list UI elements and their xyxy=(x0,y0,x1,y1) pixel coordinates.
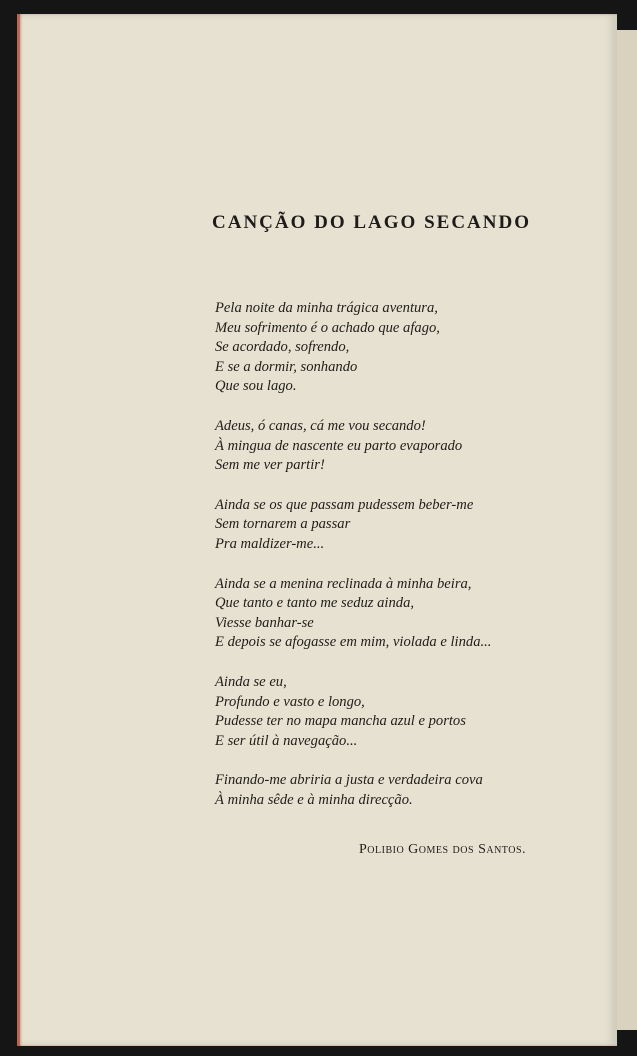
stanza-4 xyxy=(215,575,595,653)
poem-body xyxy=(215,299,595,830)
poem-line: Ainda se os que passam pudessem beber-me xyxy=(215,496,474,513)
poem-line: E se a dormir, sonhando xyxy=(215,358,358,375)
stanza-3 xyxy=(215,496,595,555)
poem-line: Viesse banhar-se xyxy=(215,614,314,631)
stanza-2 xyxy=(215,417,595,476)
poem-line: Ainda se a menina reclinada à minha beira, xyxy=(215,575,472,592)
poem-line: À mingua de nascente eu parto evaporado xyxy=(215,437,463,454)
stanza-1 xyxy=(215,299,595,397)
stanza-5 xyxy=(215,673,595,751)
page-red-edge xyxy=(17,14,20,1046)
stanza-6 xyxy=(215,771,595,810)
poem-line: Sem tornarem a passar xyxy=(215,516,351,533)
poem-line: Que sou lago. xyxy=(215,378,297,395)
poem-line: Adeus, ó canas, cá me vou secando! xyxy=(215,417,426,434)
poem-line: Pela noite da minha trágica aventura, xyxy=(215,300,438,316)
poem-author: Polibio Gomes dos Santos. xyxy=(359,842,527,857)
poem-line: Pudesse ter no mapa mancha azul e portos xyxy=(215,713,466,730)
poem-line: Ainda se eu, xyxy=(215,673,287,690)
poem-title: CANÇÃO DO LAGO SECANDO xyxy=(212,212,531,233)
poem-line: Meu sofrimento é o achado que afago, xyxy=(215,319,440,336)
poem-line: Finando-me abriria a justa e verdadeira cova xyxy=(215,772,483,789)
poem-line: Pra maldizer-me... xyxy=(215,535,325,552)
poem-line: E depois se afogasse em mim, violada e linda... xyxy=(215,634,492,651)
poem-line: Sem me ver partir! xyxy=(215,457,325,474)
poem-line: Que tanto e tanto me seduz ainda, xyxy=(215,595,415,612)
poem-line: Se acordado, sofrendo, xyxy=(215,339,350,356)
poem-line: E ser útil à navegação... xyxy=(215,732,358,749)
poem-line: À minha sêde e à minha direcção. xyxy=(215,791,413,808)
poem-line: Profundo e vasto e longo, xyxy=(215,693,365,710)
